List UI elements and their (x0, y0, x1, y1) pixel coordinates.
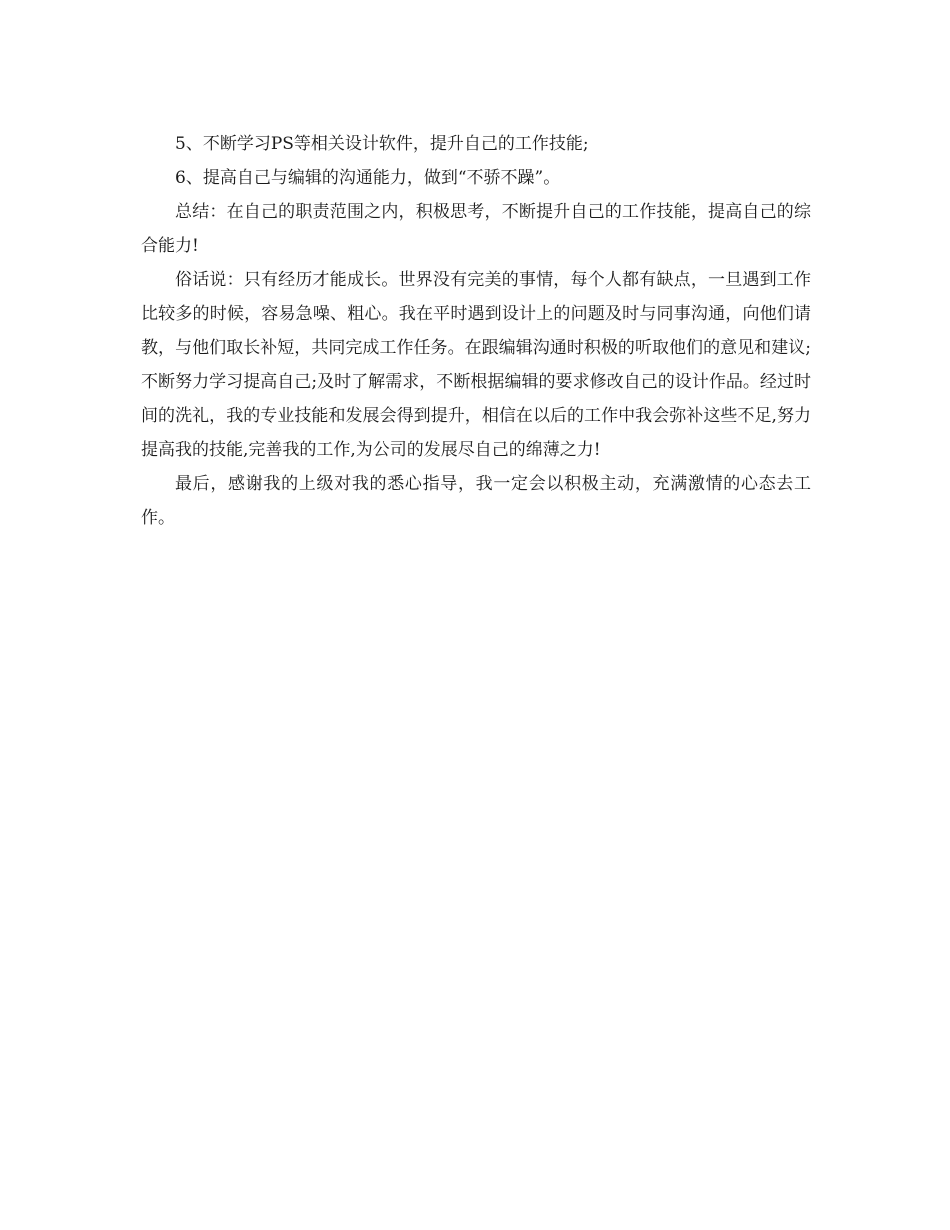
list-item-6: 6、提高自己与编辑的沟通能力，做到“不骄不躁”。 (175, 168, 561, 188)
summary-paragraph: 总结：在自己的职责范围之内，积极思考，不断提升自己的工作技能，提高自己的综合能力! (141, 202, 811, 256)
document-body (141, 127, 811, 535)
reflection-paragraph: 俗话说：只有经历才能成长。世界没有完美的事情，每个人都有缺点，一旦遇到工作比较多的时候，容易急噪、粗心。我在平时遇到设计上的问题及时与同事沟通，向他们请教，与他们取长补短，共同完成工作任务。在跟编辑沟通时积极的听取他们的意见和建议;不断努力学习提高自己;及时了解需求，不断根据编辑的要求修改自己的设计作品。经过时间的洗礼，我的专业技能和发展会得到提升，相信在以后的工作中我会弥补这些不足,努力提高我的技能,完善我的工作,为公司的发展尽自己的绵薄之力! (141, 270, 811, 460)
list-item-5: 5、不断学习PS等相关设计软件，提升自己的工作技能; (175, 134, 589, 154)
closing-paragraph: 最后，感谢我的上级对我的悉心指导，我一定会以积极主动，充满激情的心态去工作。 (141, 474, 811, 528)
